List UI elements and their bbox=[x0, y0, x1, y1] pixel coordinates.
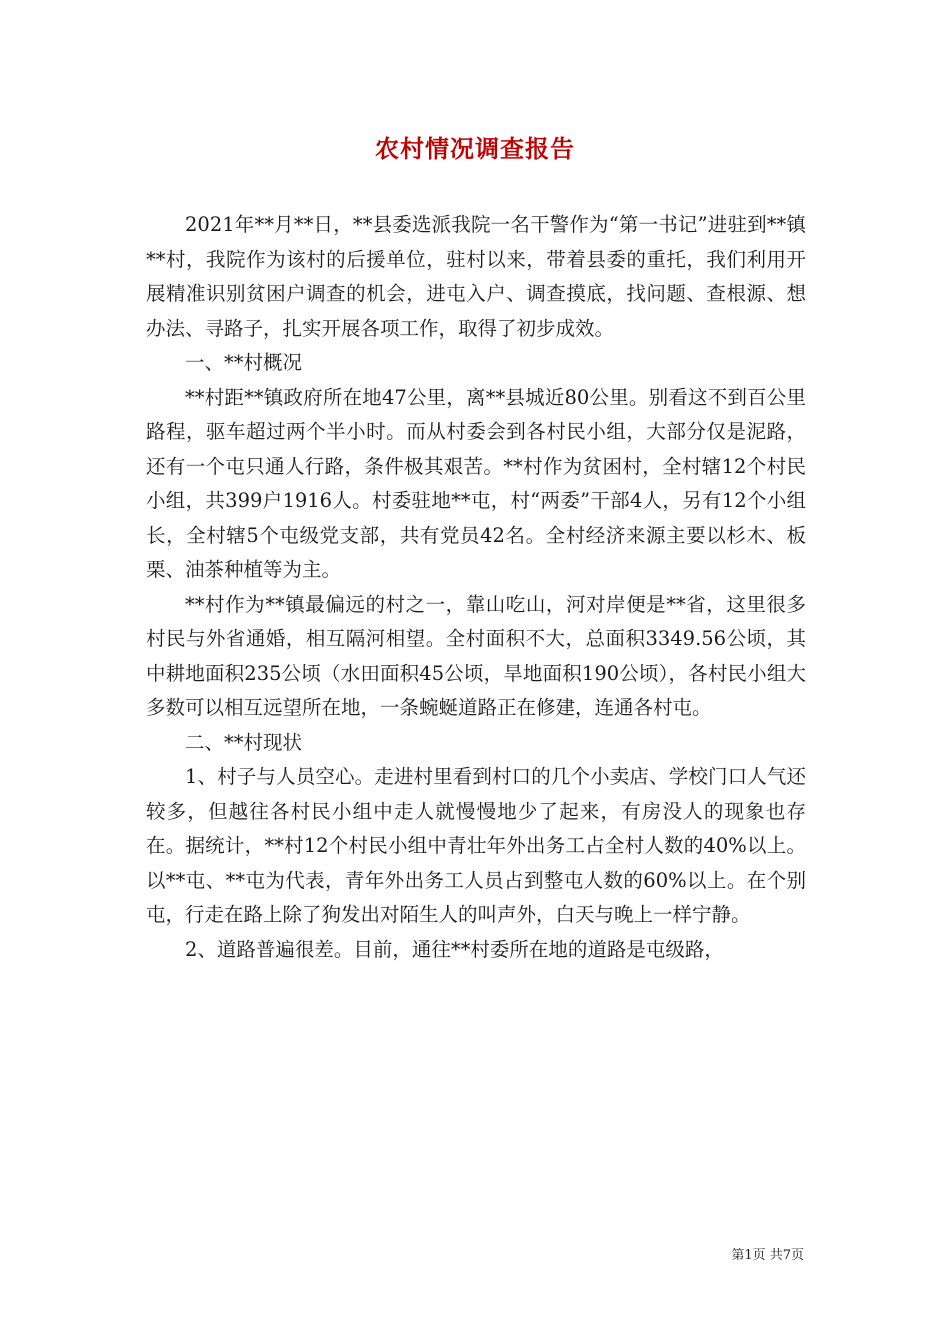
document-body bbox=[146, 208, 806, 967]
section-heading-status: 二、**村现状 bbox=[185, 730, 303, 754]
document-title: 农村情况调查报告 bbox=[375, 134, 575, 163]
section-heading-overview: 一、**村概况 bbox=[185, 351, 303, 374]
page-number: 第1页 共7页 bbox=[731, 1248, 804, 1263]
paragraph-overview-location: **村距**镇政府所在地47公里，离**县城近80公里。别看这不到百公里路程，驱车超过两个半小时。而从村委会到各村民小组，大部分仅是泥路，还有一个屯只通人行路，条件极其艰苦。**村作为贫困村，全村辖12个村民小组，共399户1916人。村委驻地**屯，村“两委”干部4人，另有12个小组长，全村辖5个屯级党支部，共有党员42名。全村经济来源主要以杉木、板栗、油茶种植等为主。 bbox=[146, 385, 806, 581]
paragraph-intro: 2021年**月**日，**县委选派我院一名干警作为“第一书记”进驻到**镇**村，我院作为该村的后援单位，驻村以来，带着县委的重托，我们利用开展精准识别贫困户调查的机会，进屯入户、调查摸底，找问题、查根源、想办法、寻路子，扎实开展各项工作，取得了初步成效。 bbox=[146, 213, 806, 340]
paragraph-status-hollowing: 1、村子与人员空心。走进村里看到村口的几个小卖店、学校门口人气还较多，但越往各村民小组中走人就慢慢地少了起来，有房没人的现象也存在。据统计，**村12个村民小组中青壮年外出务工占全村人数的40%以上。以**屯、**屯为代表，青年外出务工人员占到整屯人数的60%以上。在个别屯，行走在路上除了狗发出对陌生人的叫声外，白天与晚上一样宁静。 bbox=[146, 765, 806, 926]
paragraph-status-roads: 2、道路普遍很差。目前，通往**村委所在地的道路是屯级路， bbox=[185, 937, 724, 961]
paragraph-overview-area: **村作为**镇最偏远的村之一，靠山吃山，河对岸便是**省，这里很多村民与外省通婚，相互隔河相望。全村面积不大，总面积3349.56公顷，其中耕地面积235公顷（水田面积45公顷，旱地面积190公顷），各村民小组大多数可以相互远望所在地，一条蜿蜒道路正在修建，连通各村屯。 bbox=[146, 592, 806, 719]
